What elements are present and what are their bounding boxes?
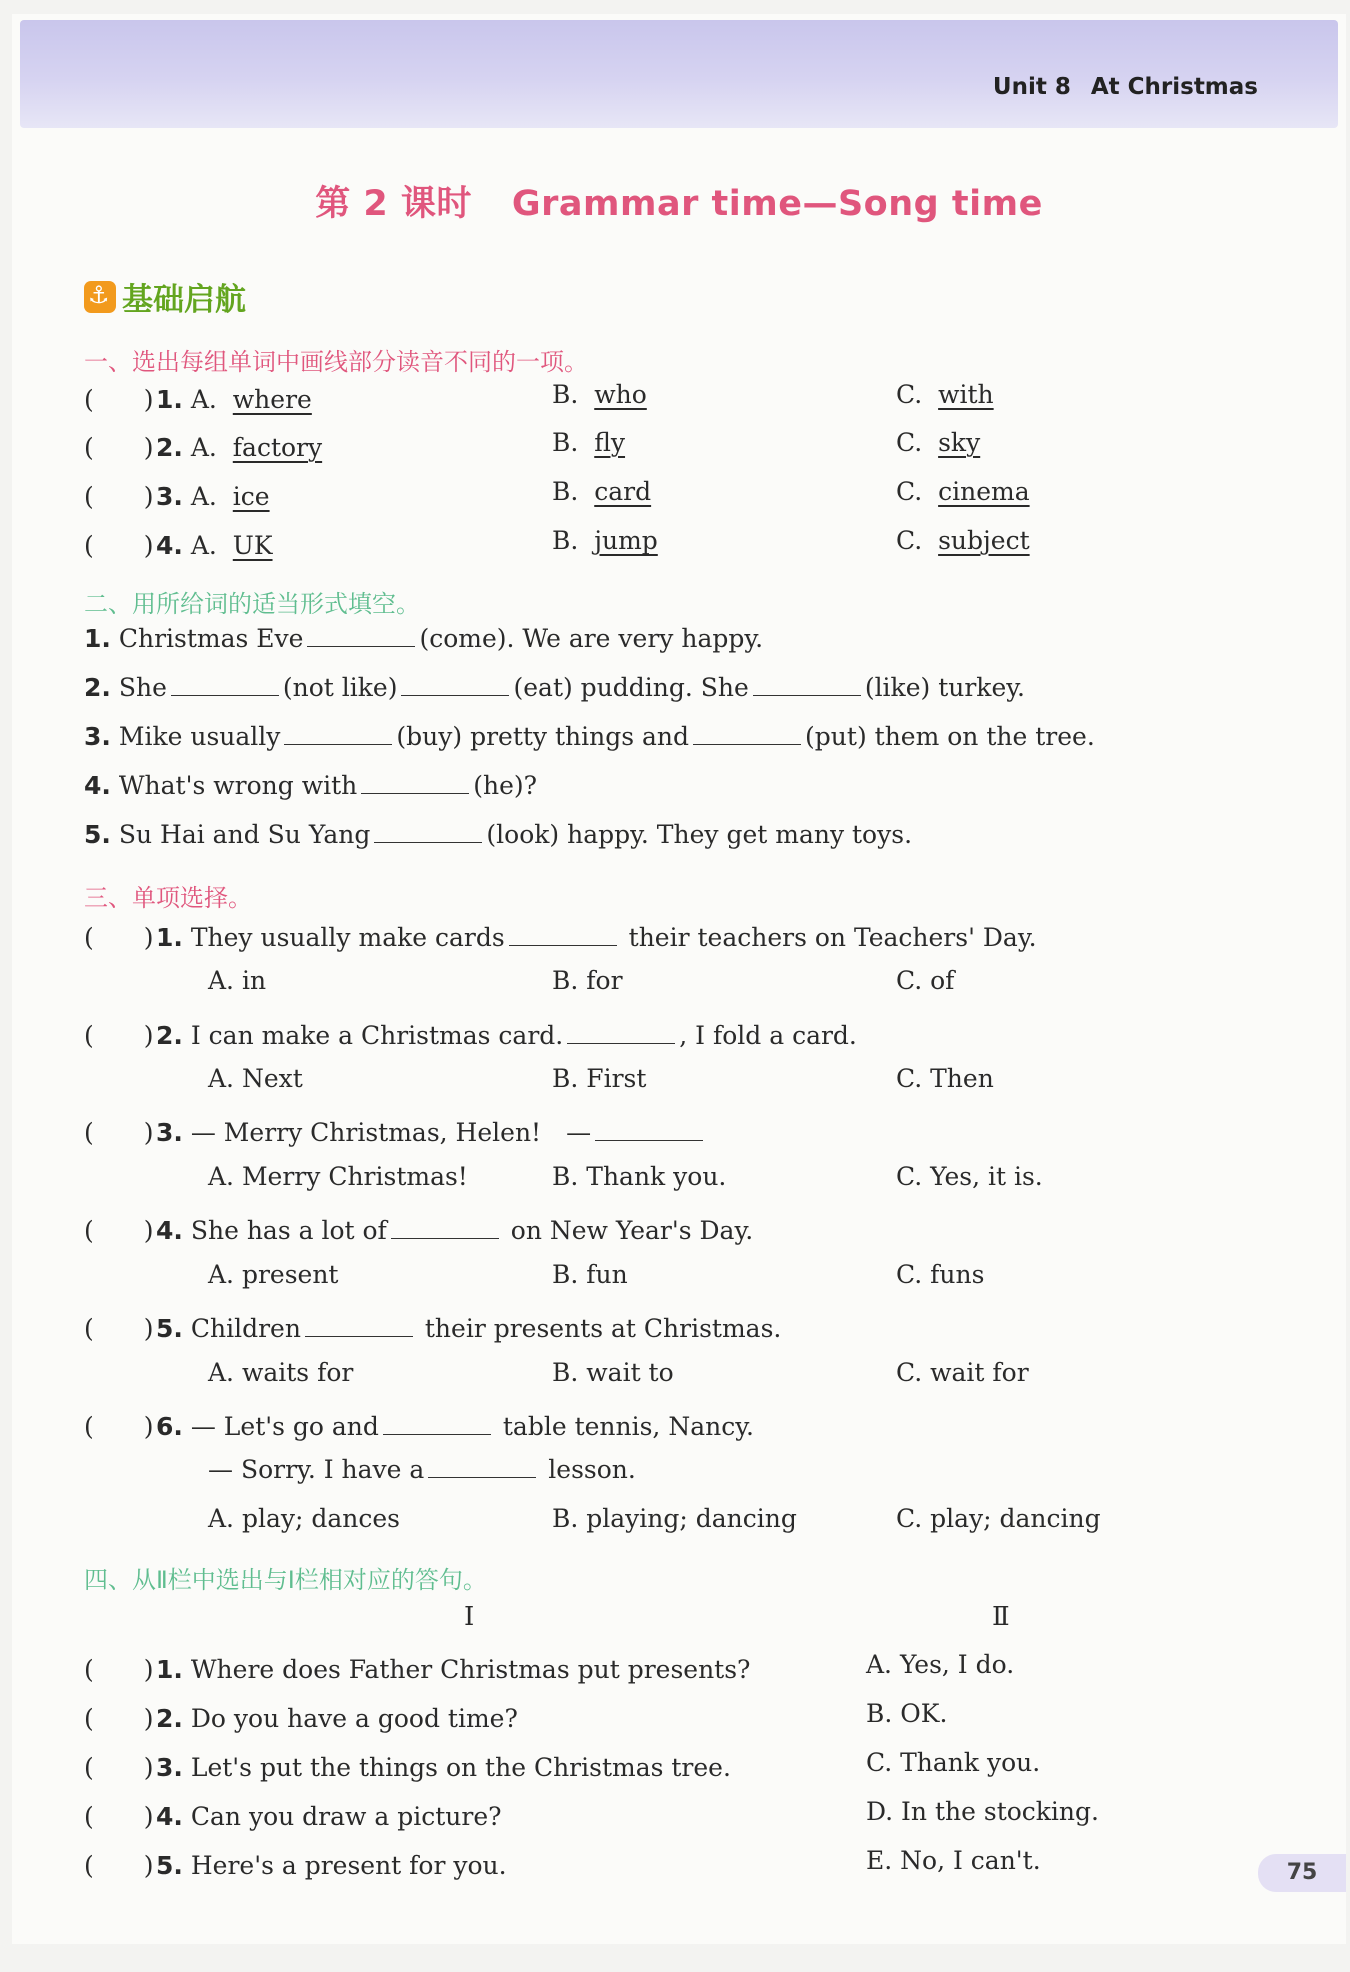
q3-3-a: A. Merry Christmas! [208,1162,468,1191]
q1-item-1: ( )1. A. where [84,385,312,414]
q1-1-c: C. with [896,380,994,409]
answer-blank[interactable] [383,1414,491,1435]
q3-5-b: B. wait to [552,1358,674,1387]
q3-2-b: B. First [552,1064,647,1093]
column-one-header: Ⅰ [464,1602,475,1632]
unit-label [993,74,1258,100]
q3-heading: 三、单项选择。 [84,884,252,912]
q3-2-a: A. Next [208,1064,303,1093]
q4-item-1: ( )1. Where does Father Christmas put presents? [84,1655,751,1684]
q3-item-3: ( )3. — Merry Christmas, Helen! — [84,1113,707,1149]
q3-4-c: C. funs [896,1260,985,1289]
answer-blank[interactable] [171,675,279,696]
q1-1-a: where [232,385,312,414]
workbook-page [12,14,1346,1944]
q2-item-4: 4. What's wrong with (he)? [84,771,538,800]
q3-item-6-line2: — Sorry. I have a lesson. [208,1455,636,1484]
q1-1-b: B. who [552,380,647,409]
q1-item-4: ( )4. A. UK [84,531,273,560]
q3-6-c: C. play; dancing [896,1504,1101,1533]
q3-4-a: A. present [208,1260,339,1289]
q2-item-5: 5. Su Hai and Su Yang (look) happy. They get many toys. [84,820,913,849]
lesson-number: 第 2 课时 [315,184,472,224]
q4-item-3: ( )3. Let's put the things on the Christmas tree. [84,1753,731,1782]
q4-answer-e: E. No, I can't. [866,1846,1041,1875]
answer-blank[interactable] [567,1023,675,1044]
section-heading [84,274,246,319]
answer-blank[interactable] [693,724,801,745]
q2-item-2: 2. She (not like) (eat) pudding. She (like) turkey. [84,673,1025,702]
q3-item-4: ( )4. She has a lot of on New Year's Day. [84,1216,754,1245]
q3-4-b: B. fun [552,1260,628,1289]
q1-4-c: C. subject [896,526,1030,555]
q3-3-b: B. Thank you. [552,1162,727,1191]
q1-item-2: ( )2. A. factory [84,433,323,462]
section-label: 基础启航 [122,282,246,318]
q1-3-b: B. card [552,477,652,506]
lesson-name: Grammar time—Song time [511,184,1043,224]
q4-heading: 四、从Ⅱ栏中选出与Ⅰ栏相对应的答句。 [84,1566,487,1594]
page-number: 75 [1258,1854,1346,1892]
answer-blank[interactable] [284,724,392,745]
q2-heading: 二、用所给词的适当形式填空。 [84,590,420,618]
q3-6-a: A. play; dances [208,1504,400,1533]
q4-item-2: ( )2. Do you have a good time? [84,1704,518,1733]
answer-blank[interactable] [401,675,509,696]
q3-1-b: B. for [552,966,623,995]
q1-item-3: ( )3. A. ice [84,482,270,511]
answer-blank[interactable] [509,925,617,946]
q3-item-5: ( )5. Children their presents at Christmas. [84,1314,782,1343]
q3-5-a: A. waits for [208,1358,354,1387]
answer-blank[interactable] [753,675,861,696]
unit-title: At Christmas [1090,74,1258,100]
q3-2-c: C. Then [896,1064,994,1093]
q1-2-c: C. sky [896,428,981,457]
lesson-title [12,176,1346,226]
q3-item-6: ( )6. — Let's go and table tennis, Nancy. [84,1412,754,1441]
q4-answer-d: D. In the stocking. [866,1797,1099,1826]
answer-blank[interactable] [595,1120,703,1141]
q1-heading: 一、选出每组单词中画线部分读音不同的一项。 [84,348,588,376]
q2-item-1: 1. Christmas Eve (come). We are very happy. [84,624,764,653]
answer-blank[interactable] [428,1457,536,1478]
anchor-icon [84,281,116,313]
q3-item-1: ( )1. They usually make cards their teachers on Teachers' Day. [84,923,1037,952]
q3-3-c: C. Yes, it is. [896,1162,1043,1191]
answer-blank[interactable] [307,626,415,647]
q2-item-3: 3. Mike usually (buy) pretty things and (put) them on the tree. [84,722,1095,751]
q1-2-b: B. fly [552,428,626,457]
q3-1-a: A. in [208,966,267,995]
answer-blank[interactable] [374,822,482,843]
q4-answer-a: A. Yes, I do. [866,1650,1015,1679]
q3-5-c: C. wait for [896,1358,1029,1387]
q4-answer-c: C. Thank you. [866,1748,1041,1777]
answer-blank[interactable] [361,773,469,794]
q4-item-4: ( )4. Can you draw a picture? [84,1802,502,1831]
q1-4-b: B. jump [552,526,658,555]
q3-6-b: B. playing; dancing [552,1504,797,1533]
answer-blank[interactable] [305,1316,413,1337]
column-two-header: Ⅱ [992,1602,1010,1632]
q4-item-5: ( )5. Here's a present for you. [84,1851,507,1880]
q1-3-c: C. cinema [896,477,1030,506]
q4-answer-b: B. OK. [866,1699,948,1728]
q3-item-2: ( )2. I can make a Christmas card. , I fold a card. [84,1021,857,1050]
q3-1-c: C. of [896,966,955,995]
answer-blank[interactable] [391,1218,499,1239]
unit-number: Unit 8 [992,74,1071,100]
